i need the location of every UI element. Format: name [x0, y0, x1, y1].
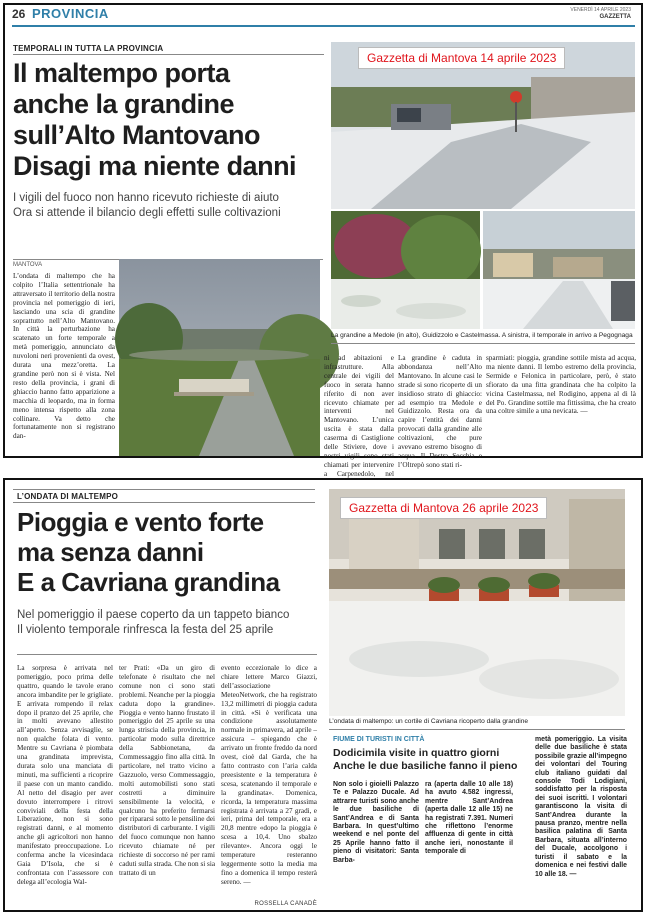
box-headline-line: Dodicimila visite in quattro giorni: [333, 747, 500, 759]
box-column-3: metà pomeriggio. La visita delle due basiliche è stata possibile grazie all’impegno dei volontari del Touring club italiano guidati dal console Todi Lodigiani, soddisfatto per la risposta dei suoi iscritti. I volontari garantiscono la visita di Sant’Andrea durante la pausa pranzo, mentre nella basilica palatina di Santa Barbara, situata all’interno del Ducale, accolgono i turisti il sabato e la domenica e nei festivi dalle 10 alle 18. —: [535, 736, 627, 878]
hail-photo-castelmassa: [483, 211, 635, 329]
article-column-2: ni ad abitazioni e infrastrutture. Alla centrale dei vigili del fuoco in serata hanno riferito di non aver ricevuto chiamate per interventi nel Mantovano. L’unica uscita è stata dalla caserma di Castiglione delle Stiviere, dove i nostri vigili sono stati chiamati per intervenire a Carpenedolo, nel: [324, 354, 394, 478]
subhead-line: Nel pomeriggio il paese coperto da un tappeto bianco: [17, 609, 290, 621]
header-rule: [12, 25, 635, 27]
photo-caption: L’ondata di maltempo: un cortile di Cavriana ricoperto dalla grandine: [329, 718, 529, 725]
subhead-line: Ora si attende il bilancio degli effetti sulle coltivazioni: [13, 207, 281, 219]
hail-photo-guidizzolo: [331, 211, 480, 329]
caption-rule: [331, 343, 635, 344]
page-number: 26: [12, 7, 26, 21]
header-paper: GAZZETTA: [599, 14, 631, 20]
photo-caption: La grandine a Medole (in alto), Guidizzolo e Castelmassa. A sinistra, il temporale in arrivo a Pegognaga: [331, 332, 633, 339]
dateline: MANTOVA: [13, 262, 43, 268]
headline-line: Il maltempo porta: [13, 58, 230, 88]
subhead-line: Il violento temporale rinfresca la festa del 25 aprile: [17, 624, 274, 636]
box-headline: [333, 747, 523, 772]
article-column-2: ter Prati: «Da un giro di telefonate è risultato che nel comune non ci sono stati problemi. Neanche per la pioggia caduta dopo la grandine». Pioggia e vento hanno frustato il pomeriggio del 25 aprile su una lunga striscia della provincia, in particolar modo sulla direttrice della Sabbionetana, da Commessaggio fino alla città. In particolare, nel tratto vicino a Gazzuolo, verso Commessaggio, molti automobilisti sono stati costretti a diminuire sensibilmente la velocità, e qualcuno ha preferito fermarsi per ripararsi sotto le pensiline dei distributori di carburante. I vigili del fuoco comunque non hanno ricevuto chiamate né per richieste di soccorso né per rami caduti sulla strada. Che non si sia trattato di un: [119, 664, 216, 877]
edition-label: Gazzetta di Mantova 14 aprile 2023: [358, 47, 565, 69]
body-rule: [17, 654, 317, 655]
headline: [17, 507, 322, 597]
hail-photo-cavriana: [329, 489, 625, 716]
headline-line: Pioggia e vento forte: [17, 507, 264, 537]
header-date: VENERDÌ 14 APRILE 2023: [570, 7, 631, 13]
newspaper-clipping-26-april: [3, 478, 643, 912]
hail-courtyard-image: [329, 489, 625, 716]
kicker: TEMPORALI IN TUTTA LA PROVINCIA: [13, 44, 164, 53]
box-headline-line: Anche le due basiliche fanno il pieno: [333, 759, 518, 772]
headline: [13, 58, 328, 182]
kicker: L’ONDATA DI MALTEMPO: [17, 492, 119, 501]
kicker-top-rule: [13, 489, 315, 490]
hail-garden-image: [331, 211, 480, 329]
box-column-2: ra (aperta dalle 10 alle 18) ha avuto 4.582 ingressi, mentre Sant’Andrea (aperta dalle 12 alle 15) ne ha registrati 7.391. Numeri che riflettono l’enorme affluenza di gente in città anche ieri, nonostante il temporale di: [425, 781, 513, 856]
edition-label: Gazzetta di Mantova 26 aprile 2023: [340, 497, 547, 519]
box-kicker: FIUME DI TURISTI IN CITTÀ: [333, 736, 425, 743]
article-column-3: La grandine è caduta in abbondanza nell’Alto Mantovano. In alcune casi le strade si sono ricoperte di un insidioso strato di ghiaccio: ad esempio tra Medole e Guidizzolo. Resta ora da capire l’entità dei danni provocati dalla grandine alle coltivazioni, che pure avevano estremo bisogno di acqua. Il Destra Secchia e l’Oltrepò sono stati ri-: [398, 354, 482, 469]
byline: ROSSELLA CANADÈ: [254, 901, 317, 907]
box-column-1: Non solo i gioielli Palazzo Te e Palazzo Ducale. Ad attrarre turisti sono anche le due basiliche di Sant’Andrea e di Santa Barbara. In quest’ultimo weekend e nel ponte del 25 Aprile hanno fatto il pieno di visitatori: Santa Barba-: [333, 781, 419, 864]
subhead-line: I vigili del fuoco non hanno ricevuto richieste di aiuto: [13, 192, 279, 204]
subheadline: [17, 608, 322, 638]
kicker-bottom-rule: [13, 502, 315, 503]
kicker-rule: [13, 54, 324, 55]
headline-line: ma senza danni: [17, 537, 204, 567]
hail-street-image: [483, 211, 635, 329]
article-column-1: L’ondata di maltempo che ha colpito l’Italia settentrionale ha attraversato il territorio della nostra provincia nel pomeriggio di ieri, lasciando una scia di grandine soprattutto nell’Alto Mantovano. In città la perturbazione ha scatenato un forte temporale a metà pomeriggio, annunciato da nuvoloni neri provenienti da ovest, durata una mezz’oretta. La grandine però non si è vista. Nel resto della provincia, i grani di ghiaccio hanno fatto apparizione a macchia di leopardo, ma in forma meno intensa rispetto alla zona collinare. Va detto che fortunatamente non si registrano dan-: [13, 272, 115, 441]
storm-landscape-image: [119, 259, 320, 456]
headline-line: Disagi ma niente danni: [13, 151, 297, 181]
newspaper-clipping-14-april: [3, 3, 643, 478]
headline-line: anche la grandine: [13, 89, 235, 119]
headline-line: sull’Alto Mantovano: [13, 120, 260, 150]
section-title: PROVINCIA: [32, 6, 109, 21]
caption-rule: [329, 729, 625, 730]
storm-photo-pegognaga: [119, 259, 320, 456]
header-date-block: [511, 7, 631, 21]
article-column-4: sparmiati: pioggia, grandine sottile mista ad acqua, ma niente danni. Il lembo estremo della provincia, Sermide e Felonica in particolare, però, è stato sfiorato da una fitta grandinata che ha colpito la vicina Castelmassa, nel Rodigino, appena al di là del Po. Grandine sottile ma fittissima, che ha creato una coltre simile a una nevicata. —: [486, 354, 636, 416]
headline-line: E a Cavriana grandina: [17, 567, 280, 597]
article-column-1: La sorpresa è arrivata nel pomeriggio, poco prima delle quattro, quando le tavole erano ancora imbandite per le grigliate. E arrivata rompendo il relax dopo il pranzo del 25 aprile, che in molti avevano allestito all’aperto. Senza avvisaglie, se non qualche folata di vento. Mentre su Cavriana è piombata una grandinata imprevista, durata solo una manciata di minuti, ma sufficienti a ricoprire il paese con un manto candido. Al netto del disagio per aver dovuto interrompere i ritrovi conviviali della festa della Liberazione, non si sono registrati danni, e al momento anche gli agricoltori non hanno manifestato preoccupazione. Lo conferma anche la vicesindaca Gaia D’Isola, che si è confrontata con l’assessore con delega all’ecologia Wal-: [17, 664, 113, 886]
article-column-3: evento eccezionale lo dice a chiare lettere Marco Giazzi, dell’associazione MeteoNetwork, che ha registrato 13,2 millimetri di pioggia caduta in città. «Si è verificata una condizione assolutamente normale in primavera, ad aprile – assicura – spiegando che è arrivato un fronte freddo da nord ovest, cioè dal Garda, che ha fatto contrasto con l’aria calda preesistente e la temperatura è scesa, scatenando il temporale e la grandinata». Domenica, ricorda, la temperatura massima registrata è arrivata a 27 gradi, e ieri, prima del temporale, era a 20,8 mentre «dopo la pioggia è scesa a 10,4. Uno sbalzo rilevante». Ancora oggi le temperature resteranno leggermente sotto la media ma fino a domenica il tempo resterà sereno. —: [221, 664, 317, 886]
subheadline: [13, 191, 328, 221]
